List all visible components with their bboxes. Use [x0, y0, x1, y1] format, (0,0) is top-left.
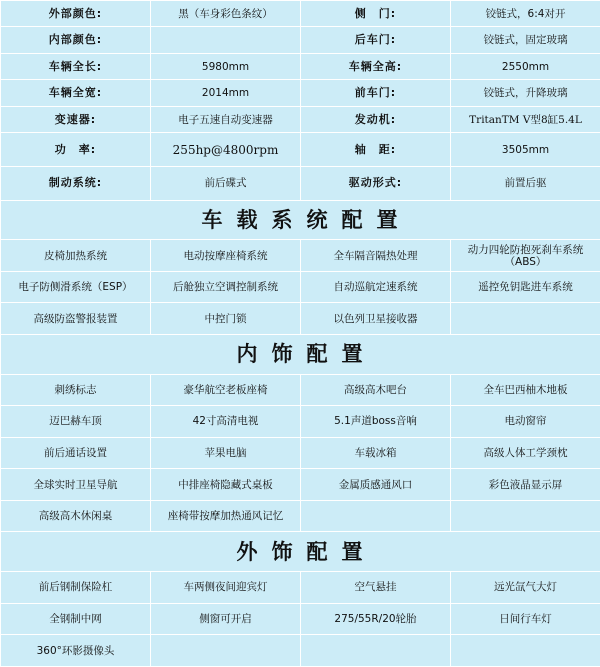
feature-row [1, 374, 600, 406]
feature-cell: 以色列卫星接收器 [301, 303, 451, 335]
spec-row-power [1, 133, 600, 167]
feature-cell: 自动巡航定速系统 [301, 271, 451, 303]
feature-cell [301, 635, 451, 667]
feature-cell: 全球实时卫星导航 [1, 469, 151, 501]
feature-cell: 高级高木休闲桌 [1, 500, 151, 532]
feature-cell: 全车隔音隔热处理 [301, 240, 451, 272]
spec-value: 5980mm [151, 53, 301, 79]
feature-row [1, 271, 600, 303]
feature-cell: 皮椅加热系统 [1, 240, 151, 272]
feature-cell: 车载冰箱 [301, 437, 451, 469]
spec-row-transmission [1, 106, 600, 132]
spec-label: 制动系统: [1, 166, 151, 200]
section-header-row [1, 334, 600, 374]
feature-cell: 高级人体工学颈枕 [451, 437, 600, 469]
spec-value: 黑（车身彩色条纹） [151, 1, 301, 27]
feature-cell: 前后钢制保险杠 [1, 572, 151, 604]
spec-value: 3505mm [451, 133, 600, 167]
spec-label: 车辆全宽: [1, 80, 151, 106]
spec-row-length [1, 53, 600, 79]
feature-row [1, 572, 600, 604]
feature-row [1, 635, 600, 667]
feature-row [1, 303, 600, 335]
feature-cell: 侧窗可开启 [151, 603, 301, 635]
feature-row [1, 437, 600, 469]
section-header-row [1, 532, 600, 572]
spec-value: 前后碟式 [151, 166, 301, 200]
spec-label: 驱动形式: [301, 166, 451, 200]
feature-cell [451, 303, 600, 335]
feature-cell: 日间行车灯 [451, 603, 600, 635]
feature-cell [451, 500, 600, 532]
feature-cell: 电动按摩座椅系统 [151, 240, 301, 272]
spec-label: 发动机: [301, 106, 451, 132]
feature-cell: 电动窗帘 [451, 406, 600, 438]
spec-value: 前置后驱 [451, 166, 600, 200]
feature-cell: 远光氙气大灯 [451, 572, 600, 604]
spec-row-exterior-color [1, 1, 600, 27]
section-title-interior: 内饰配置 [1, 334, 600, 374]
feature-row [1, 240, 600, 272]
spec-label: 车辆全高: [301, 53, 451, 79]
spec-value [151, 27, 301, 53]
feature-cell: 高级防盗警报装置 [1, 303, 151, 335]
spec-label: 轴 距: [301, 133, 451, 167]
spec-label: 车辆全长: [1, 53, 151, 79]
section-title-exterior: 外饰配置 [1, 532, 600, 572]
feature-cell: 迈巴赫车顶 [1, 406, 151, 438]
feature-cell: 全车巴西柚木地板 [451, 374, 600, 406]
section-title-systems: 车载系统配置 [1, 200, 600, 240]
spec-value: 2550mm [451, 53, 600, 79]
spec-label: 后车门: [301, 27, 451, 53]
section-header-row [1, 200, 600, 240]
feature-row [1, 469, 600, 501]
feature-cell: 遥控免钥匙进车系统 [451, 271, 600, 303]
feature-cell: 动力四轮防抱死刹车系统（ABS） [451, 240, 600, 272]
feature-cell: 彩色液晶显示屏 [451, 469, 600, 501]
feature-cell: 中控门锁 [151, 303, 301, 335]
feature-cell: 前后通话设置 [1, 437, 151, 469]
spec-label: 外部颜色: [1, 1, 151, 27]
feature-cell: 42寸高清电视 [151, 406, 301, 438]
feature-cell: 电子防侧滑系统（ESP） [1, 271, 151, 303]
feature-cell [301, 500, 451, 532]
feature-cell [151, 635, 301, 667]
spec-value: 2014mm [151, 80, 301, 106]
spec-label: 变速器: [1, 106, 151, 132]
spec-row-brakes [1, 166, 600, 200]
feature-cell: 360°环影摄像头 [1, 635, 151, 667]
feature-cell: 苹果电脑 [151, 437, 301, 469]
spec-row-width [1, 80, 600, 106]
feature-row [1, 500, 600, 532]
spec-value: 255hp@4800rpm [151, 133, 301, 167]
feature-cell: 豪华航空老板座椅 [151, 374, 301, 406]
spec-row-interior-color [1, 27, 600, 53]
feature-cell: 金属质感通风口 [301, 469, 451, 501]
spec-value: 铰链式，6:4对开 [451, 1, 600, 27]
feature-cell: 车两侧夜间迎宾灯 [151, 572, 301, 604]
spec-value: 铰链式，升降玻璃 [451, 80, 600, 106]
feature-row [1, 406, 600, 438]
feature-row [1, 603, 600, 635]
feature-cell: 275/55R/20轮胎 [301, 603, 451, 635]
feature-cell: 后舱独立空调控制系统 [151, 271, 301, 303]
feature-cell: 全钢制中网 [1, 603, 151, 635]
feature-cell [451, 635, 600, 667]
feature-cell: 座椅带按摩加热通风记忆 [151, 500, 301, 532]
spec-value: 铰链式，固定玻璃 [451, 27, 600, 53]
feature-cell: 中排座椅隐藏式桌板 [151, 469, 301, 501]
spec-value: 电子五速自动变速器 [151, 106, 301, 132]
spec-label: 内部颜色: [1, 27, 151, 53]
spec-label: 功 率: [1, 133, 151, 167]
feature-cell: 刺绣标志 [1, 374, 151, 406]
spec-label: 前车门: [301, 80, 451, 106]
spec-value: TritanTM V型8缸5.4L [451, 106, 600, 132]
feature-cell: 5.1声道boss音响 [301, 406, 451, 438]
feature-cell: 空气悬挂 [301, 572, 451, 604]
feature-cell: 高级高木吧台 [301, 374, 451, 406]
spec-label: 侧 门: [301, 1, 451, 27]
